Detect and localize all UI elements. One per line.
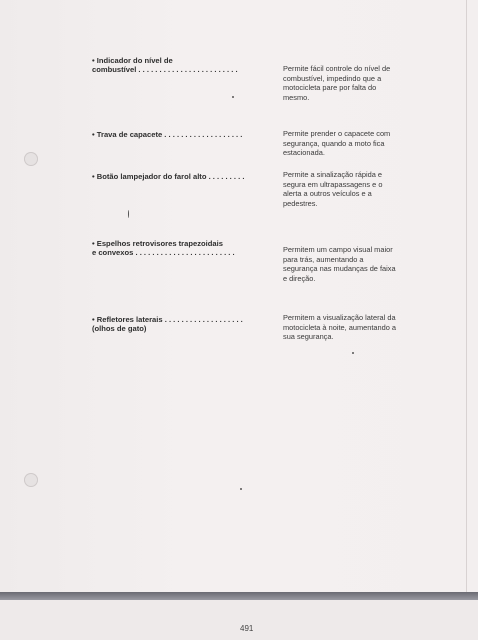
scan-bottom-band [0, 592, 478, 600]
page-number: 491 [240, 624, 254, 633]
item-desc-helmet-lock: Permite prender o capacete com segurança, quando a moto fica estacionada. [283, 129, 391, 158]
item-term-helmet-lock: • Trava de capacete . . . . . . . . . . . . . . . . . . . [92, 130, 243, 139]
item-desc-side-reflectors: Permitem a visualização lateral da motocicleta à noite, aumentando a sua segurança. [283, 313, 396, 342]
item-desc-fuel-indicator: Permite fácil controle do nível de combustível, impedindo que a motocicleta pare por falta do mesmo. [283, 64, 391, 102]
item-term-mirrors: • Espelhos retrovisores trapezoidais e convexos . . . . . . . . . . . . . . . . . . . . . . . . [92, 239, 235, 257]
binder-hole-bottom [24, 473, 38, 487]
page-edge-line [466, 0, 467, 600]
ink-speck [240, 488, 242, 490]
item-term-high-beam-flasher: • Botão lampejador do farol alto . . . . . . . . . [92, 172, 245, 181]
page-footer [0, 600, 478, 640]
item-term-fuel-indicator: • Indicador do nível de combustível . . . . . . . . . . . . . . . . . . . . . . . . [92, 56, 238, 74]
ink-mark [128, 210, 129, 218]
binder-hole-top [24, 152, 38, 166]
item-desc-high-beam-flasher: Permite a sinalização rápida e segura em ultrapassagens e o alerta a outros veículos e a pedestres. [283, 170, 383, 208]
ink-speck [352, 352, 354, 354]
ink-speck [232, 96, 234, 98]
item-term-side-reflectors: • Refletores laterais . . . . . . . . . . . . . . . . . . . (olhos de gato) [92, 315, 243, 333]
item-desc-mirrors: Permitem um campo visual maior para trás, aumentando a segurança nas mudanças de faixa e direção. [283, 245, 396, 283]
